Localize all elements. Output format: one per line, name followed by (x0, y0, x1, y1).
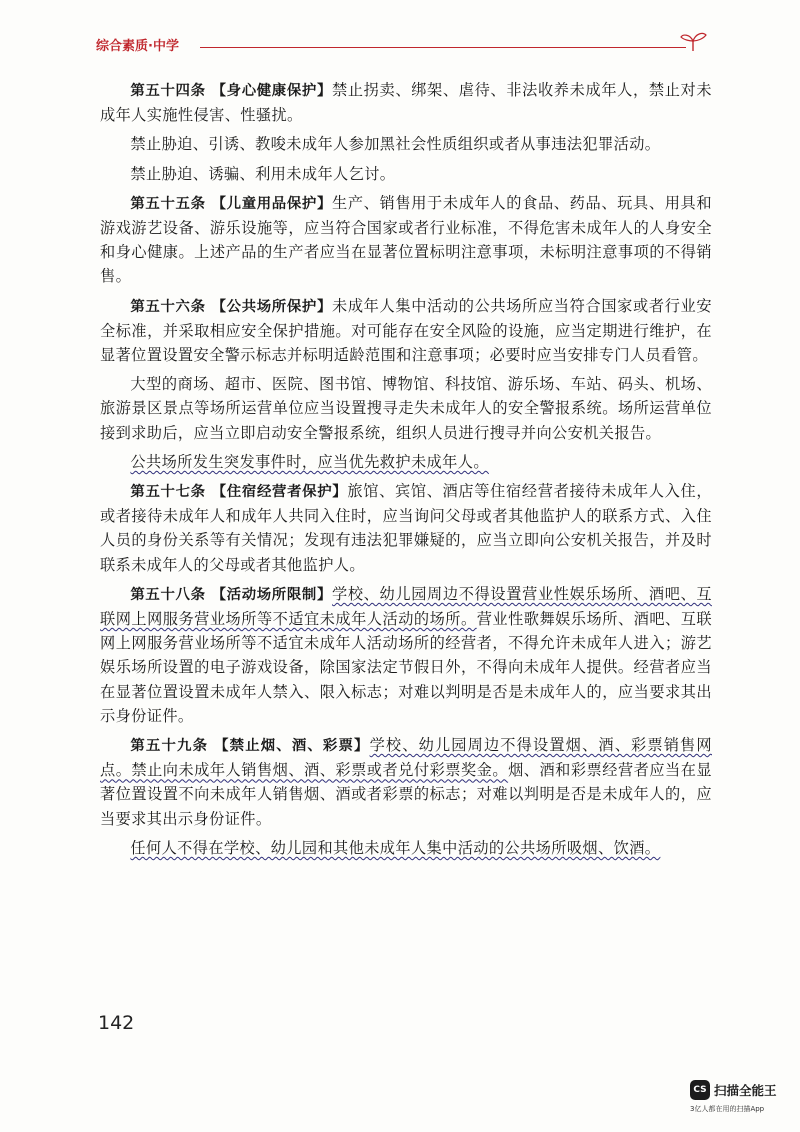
underlined-text: 公共场所发生突发事件时，应当优先救护未成年人。 (130, 452, 489, 471)
article-54-para-3: 禁止胁迫、诱骗、利用未成年人乞讨。 (130, 164, 396, 183)
article-59 (100, 733, 712, 831)
article-number: 第五十四条 (130, 83, 206, 99)
article-55 (100, 191, 712, 289)
page-number: 142 (98, 1012, 135, 1034)
article-title: 【公共场所保护】 (211, 298, 332, 315)
article-number: 第五十七条 (130, 484, 206, 501)
watermark-brand: 扫描全能王 (714, 1083, 777, 1098)
article-number: 第五十五条 (130, 195, 206, 212)
article-59-para-2 (100, 836, 712, 860)
underlined-text: 学校、幼儿园周边不得设置烟、酒、彩票销售网点。禁止向未成年人销售烟、酒、彩票或者兑付彩票奖金。 (100, 736, 712, 780)
article-text: 未成年人集中活动的公共场所应当符合国家或者行业安全标准，并采取相应安全保护措施。对可能存在安全风险的设施，应当定期进行维护，在显著位置设置安全警示标志并标明适龄范围和注意事项；必要时应当安排专门人员看管。 (100, 296, 712, 365)
article-54-para-2: 禁止胁迫、引诱、教唆未成年人参加黑社会性质组织或者从事违法犯罪活动。 (130, 135, 661, 154)
article-58 (100, 582, 712, 728)
article-56-para-2: 大型的商场、超市、医院、图书馆、博物馆、科技馆、游乐场、车站、码头、机场、旅游景区景点等场所运营单位应当设置搜寻走失未成年人的安全警报系统。场所运营单位接到求助后，应当立即启动安全警报系统，组织人员进行搜寻并向公安机关报告。 (100, 375, 712, 442)
article-57 (100, 479, 712, 577)
article-number: 第五十八条 (130, 586, 206, 603)
sprout-icon (678, 30, 708, 52)
article-text: 禁止拐卖、绑架、虐待、非法收养未成年人，禁止对未成年人实施性侵害、性骚扰。 (100, 81, 712, 125)
camscanner-logo: CS (690, 1080, 710, 1100)
page-header (96, 38, 706, 62)
article-title: 【禁止烟、酒、彩票】 (214, 738, 370, 755)
header-title: 综合素质·中学 (96, 39, 179, 54)
header-rule (200, 47, 686, 48)
article-number: 第五十六条 (130, 298, 206, 315)
article-title: 【住宿经营者保护】 (211, 484, 348, 501)
article-text: 烟、酒和彩票经营者应当在显著位置设置不向未成年人销售烟、酒或者彩票的标志；对难以判明是否是未成年人的，应当要求其出示身份证件。 (100, 761, 713, 828)
article-text: 生产、销售用于未成年人的食品、药品、玩具、用具和游戏游艺设备、游乐设施等，应当符合国家或者行业标准，不得危害未成年人的人身安全和身心健康。上述产品的生产者应当在显著位置标明注意事项，未标明注意事项的不得销售。 (100, 193, 712, 286)
article-title: 【儿童用品保护】 (211, 195, 332, 212)
article-number: 第五十九条 (130, 738, 209, 755)
article-title: 【身心健康保护】 (211, 83, 332, 99)
watermark-tagline: 3亿人都在用的扫描App (690, 1105, 765, 1113)
article-text: 旅馆、宾馆、酒店等住宿经营者接待未成年人入住，或者接待未成年人和成年人共同入住时，应当询问父母或者其他监护人的联系方式、入住人员的身份关系等有关情况；发现有违法犯罪嫌疑的，应当立即向公安机关报告，并及时联系未成年人的父母或者其他监护人。 (100, 482, 712, 574)
underlined-text: 学校、幼儿园周边不得设置营业性娱乐场所、酒吧、互联网上网服务营业场所等不适宜未成年人活动的场所。 (100, 584, 712, 629)
underlined-text: 任何人不得在学校、幼儿园和其他未成年人集中活动的公共场所吸烟、饮酒。 (130, 838, 661, 857)
article-54 (100, 78, 712, 127)
article-text: 营业性歌舞娱乐场所、酒吧、互联网上网服务营业场所等不适宜未成年人活动场所的经营者，不得允许未成年人进入；游艺娱乐场所设置的电子游戏设备，除国家法定节假日外，不得向未成年人提供。经营者应当在显著位置设置未成年人禁入、限入标志；对难以判明是否是未成年人的，应当要求其出示身份证件。 (100, 610, 713, 725)
article-title: 【活动场所限制】 (211, 586, 332, 603)
article-56 (100, 294, 712, 368)
scanner-watermark (690, 1080, 794, 1124)
article-56-para-3 (100, 450, 712, 474)
article-body (100, 78, 712, 865)
